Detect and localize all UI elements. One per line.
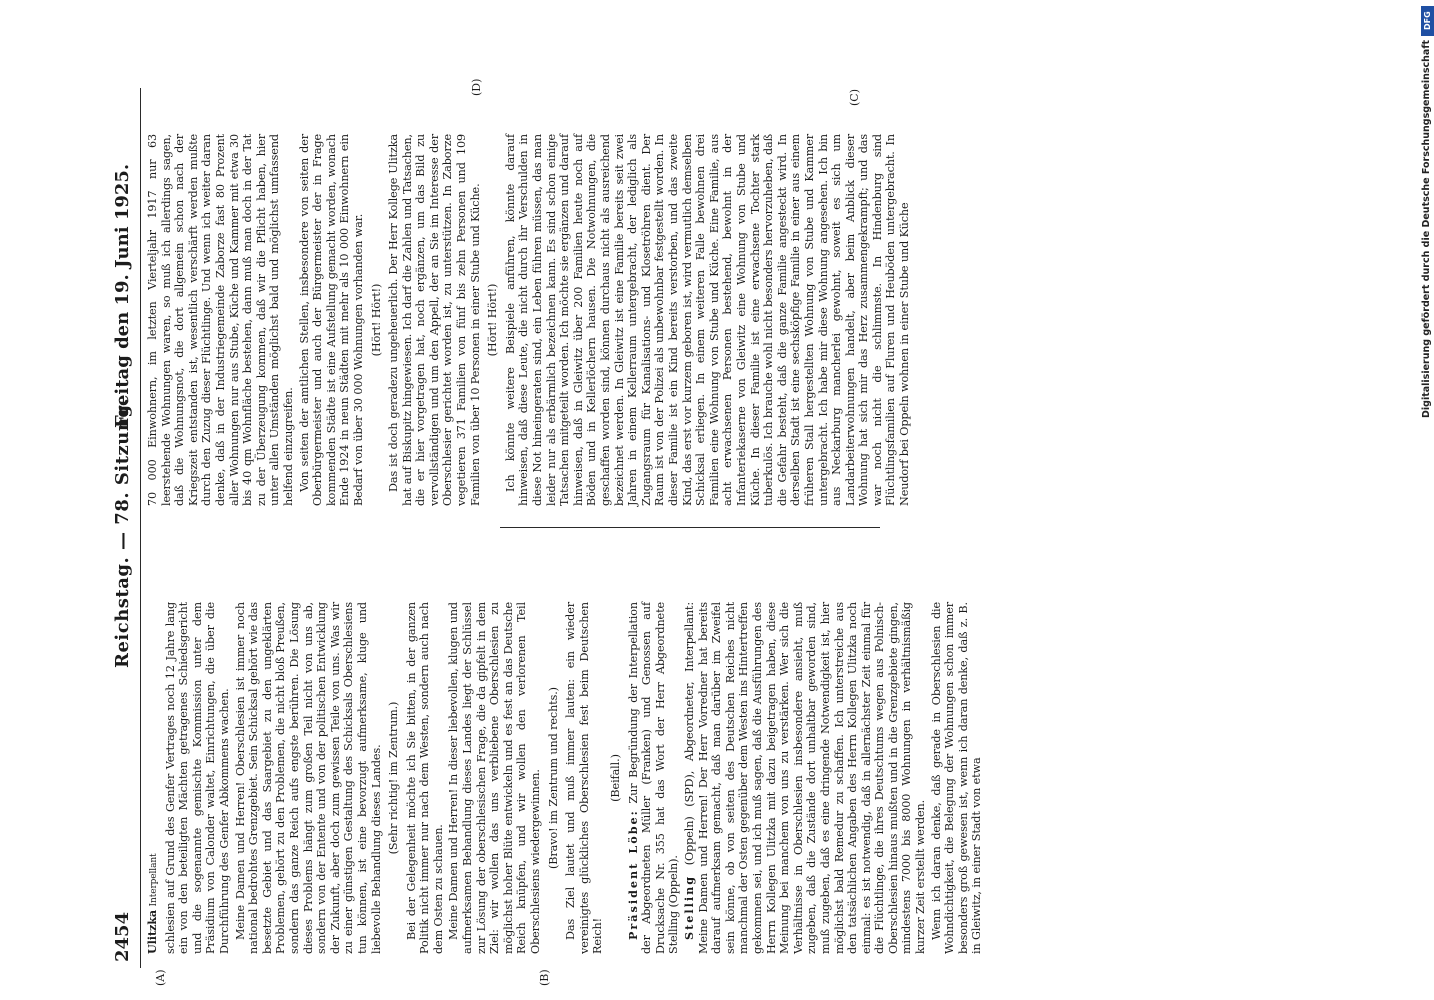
margin-mark-b: (B) xyxy=(538,969,551,986)
left-column xyxy=(146,602,986,954)
header-rule xyxy=(140,88,141,968)
dfg-logo: DFG xyxy=(1421,6,1434,36)
column-divider xyxy=(500,527,880,528)
paragraph: Meine Damen und Herren! In dieser liebevollen, klugen und aufmerksamen Behandlung dieses Landes liegt der Schlüssel zur Lösung der oberschlesischen Frage, die da gipfelt in dem Ziel: wir wollen das uns verbliebene Oberschlesien zu möglichst hoher Blüte entwickeln und es fest an das Deutsche Reich knüpfen, und wir wollen den verlorenen Teil Oberschlesiens wiedergewinnen. xyxy=(447,602,543,954)
speaker-line xyxy=(683,602,928,954)
interjection: (Beifall.) xyxy=(609,754,622,802)
paragraph: Meine Damen und Herren! Oberschlesien ist immer noch national bedrohtes Grenzgebiet. Sein Schicksal gehört wie das besetzte Gebiet und das Saargebiet zu den ungeklärten Problemen, gehört zu den Problemen, die nicht bloß Preußen, sondern das ganze Reich aufs engste berühren. Die Lösung dieses Problems hängt zum großen Teil nicht von uns ab, sondern von der Entente und von der politischen Entwicklung der Zukunft, aber doch zum gewissen Teile von uns. Was wir zu einer günstigen Gestaltung des Schicksals Oberschlesiens tun können, ist eine bevorzugt aufmerksame, kluge und liebevolle Behandlung dieses Landes. xyxy=(233,602,383,954)
speaker-role: Interpellant xyxy=(149,853,159,907)
page-header xyxy=(110,88,136,968)
paragraph: Bei der Gelegenheit möchte ich Sie bitten, in der ganzen Politik nicht immer nur nach dem Westen, sondern auch nach dem Osten zu schauen. xyxy=(404,602,445,954)
paragraph: Das Ziel lautet und muß immer lauten: ein wieder vereinigtes glückliches Oberschlesien fest beim Deutschen Reich! xyxy=(564,602,605,954)
paragraph: Wenn ich daran denke, daß gerade in Oberschlesien die Wohndichtigkeit, die Belegung der Wohnungen schon immer besonders groß gewesen ist, wenn ich daran denke, daß z. B. in Gleiwitz, in einer Stadt von etwa xyxy=(929,602,984,954)
paragraph: Ich könnte weitere Beispiele anführen, könnte darauf hinweisen, daß diese Leute, die nicht durch ihr Verschulden in diese Not hineingeraten sind, ein Leben führen müssen, das man leider nur als erbärmlich bezeichnen kann. Es sind schon einige Tatsachen mitgeteilt worden. Ich möchte sie ergänzen und darauf hinweisen, daß in Gleiwitz über 200 Familien heute noch auf Böden und in Kellerlöchern hausen. Die Notwohnungen, die geschaffen worden sind, können durchaus nicht als ausreichend bezeichnet werden. In Gleiwitz ist eine Familie bereits seit zwei Jahren in einem Kellerraum untergebracht, der lediglich als Zugangsraum für Kanalisations- und Klosetröhren dient. Der Raum ist von der Polizei als unbewohnbar festgestellt worden. In dieser Familie ist ein Kind bereits verstorben, und das zweite Kind, das erst vor kurzem geboren ist, wird vermutlich demselben Schicksal erliegen. In einem weiteren Falle bewohnen drei Familien eine Wohnung von Stube und Küche. Eine Familie, aus acht erwachsenen Personen bestehend, bewohnt in der Infanteriekaserne von Gleiwitz eine Wohnung von Stube und Küche. In dieser Familie ist eine erwachsene Tochter stark tuberkulös. Ich brauche wohl nicht besonders hervorzuheben, daß die Gefahr besteht, daß die ganze Familie angesteckt wird. In derselben Stadt ist eine sechsköpfige Familie in einer aus einem früheren Stall hergestellten Wohnung von Stube und Kammer untergebracht. Ich habe mir diese Wohnung angesehen. Ich bin aus Neckarburg mancherlei gewohnt, soweit es sich um Landarbeiterwohnungen handelt, aber beim Anblick dieser Wohnung hat sich mir das Herz zusammengekrampft; und das war noch nicht die schlimmste. In Hindenburg sind Flüchtlingsfamilien auf Fluren und Heuböden untergebracht. In Neudorf bei Oppeln wohnen in einer Stube und Küche xyxy=(503,134,912,506)
interjection: (Sehr richtig! im Zentrum.) xyxy=(387,701,401,855)
margin-mark-a: (A) xyxy=(154,969,167,986)
rotated-page xyxy=(110,78,984,986)
speaker-name: Stelling xyxy=(681,874,696,940)
paragraph: schlesien auf Grund des Genfer Vertrages noch 12 Jahre lang ein von den beteiligten Mächten getragenes Schiedsgericht und die sogenannte gemischte Kommission unter dem Präsidium von Calonder waltet, Einrichtungen, die über die Durchführung des Genfer Abkommens wachen. xyxy=(163,602,231,954)
speaker-name: Ulitzka xyxy=(145,909,159,954)
paragraph: Das ist doch geradezu ungeheuerlich. Der Herr Kollege Ulitzka hat auf Biskupitz hingewiesen. Ich darf die Zahlen und Tatsachen, die er hier vorgetragen hat, noch ergänzen, um das Bild zu vervollständigen und um den Appell, der an Sie im Interesse der Oberschlesier gerichtet worden ist, zu unterstützen. In Zaborze vegetieren 371 Familien von fünf bis zehn Personen und 109 Familien von über 10 Personen in einer Stube und Küche. xyxy=(387,134,482,506)
paragraph: 70 000 Einwohnern, im letzten Vierteljahr 1917 nur 63 leerstehende Wohnungen waren, so muß ich allerdings sagen, daß die Wohnungsnot, die dort allgemein schon nach der Kriegszeit entstanden ist, wesentlich verschärft werden mußte durch den Zuzug dieser Flüchtlinge. Und wenn ich weiter daran denke, daß in der Industriegemeinde Zaborze fast 80 Prozent aller Wohnungen nur aus Stube, Küche und Kammer mit etwa 30 bis 40 qm Wohnfläche bestehen, dann muß man doch in der Tat zu der Überzeugung kommen, daß wir die Pflicht haben, hier unter allen Umständen möglichst bald und möglichst umfassend helfend einzugreifen. xyxy=(146,134,295,506)
paragraph: Zur Begründung der Interpellation der Abgeordneten Müller (Franken) und Genossen auf Drucksache Nr. 355 hat das Wort der Herr Abgeordnete Stelling (Oppeln). xyxy=(626,602,681,954)
margin-mark-d: (D) xyxy=(470,78,483,96)
digitization-credit: Digitalisierung gefördert durch die Deutsche Forschungsgemeinschaft xyxy=(1421,40,1432,418)
president-line xyxy=(627,602,681,954)
right-running-title: Freitag den 19. Juni 1925. xyxy=(112,163,133,428)
margin-mark-c: (C) xyxy=(848,89,861,106)
page-number: 2454 xyxy=(112,911,133,962)
interjection: (Hört! Hört!) xyxy=(486,283,500,357)
president-name: Präsident Löbe: xyxy=(625,809,640,940)
paragraph: (Oppeln) (SPD), Abgeordneter, Interpellant: Meine Damen und Herren! Der Herr Vorredner hat bereits darauf aufmerksam gemacht, daß man darüber im Zweifel sein könne, ob von seiten des Deutschen Reiches nicht manchmal der Osten gegenüber dem Westen ins Hintertreffen gekommen sei, und ich muß sagen, daß die Ausführungen des Herrn Kollegen Ulitzka mit dazu beigetragen haben, diese Meinung bei manchem von uns zu verstärken. Wer sich die Verhältnisse in Oberschlesien insbesondere ansieht, muß zugeben, daß die Zustände dort unhaltbar geworden sind, muß zugeben, daß es eine dringende Notwendigkeit ist, hier möglichst bald Remedur zu schaffen. Ich unterstreiche aus den tatsächlichen Angaben des Herrn Kollegen Ulitzka noch einmal: es ist notwendig, daß in allernächster Zeit einmal für die Flüchtlinge, die ihres Deutschtums wegen aus Polnisch-Oberschlesien hinaus mußten und in die Grenzgebiete gingen, mindestens 7000 bis 8000 Wohnungen in verhältnismäßig kurzer Zeit erstellt werden. xyxy=(682,602,928,954)
paragraph: Von seiten der amtlichen Stellen, insbesondere von seiten der Oberbürgermeister und auch der Bürgermeister der in Frage kommenden Städte ist eine Aufstellung gemacht worden, wonach Ende 1924 in neun Städten mit mehr als 10 000 Einwohnern ein Bedarf von über 30 000 Wohnungen vorhanden war. xyxy=(297,134,365,506)
interjection: (Bravo! im Zentrum und rechts.) xyxy=(546,687,560,869)
right-column xyxy=(146,134,914,506)
left-running-title: Reichstag. — 78. Sitzung. xyxy=(112,397,133,668)
speaker-line xyxy=(146,602,162,954)
sidebar xyxy=(1420,40,1434,990)
interjection: (Hört! Hört!) xyxy=(369,283,383,357)
